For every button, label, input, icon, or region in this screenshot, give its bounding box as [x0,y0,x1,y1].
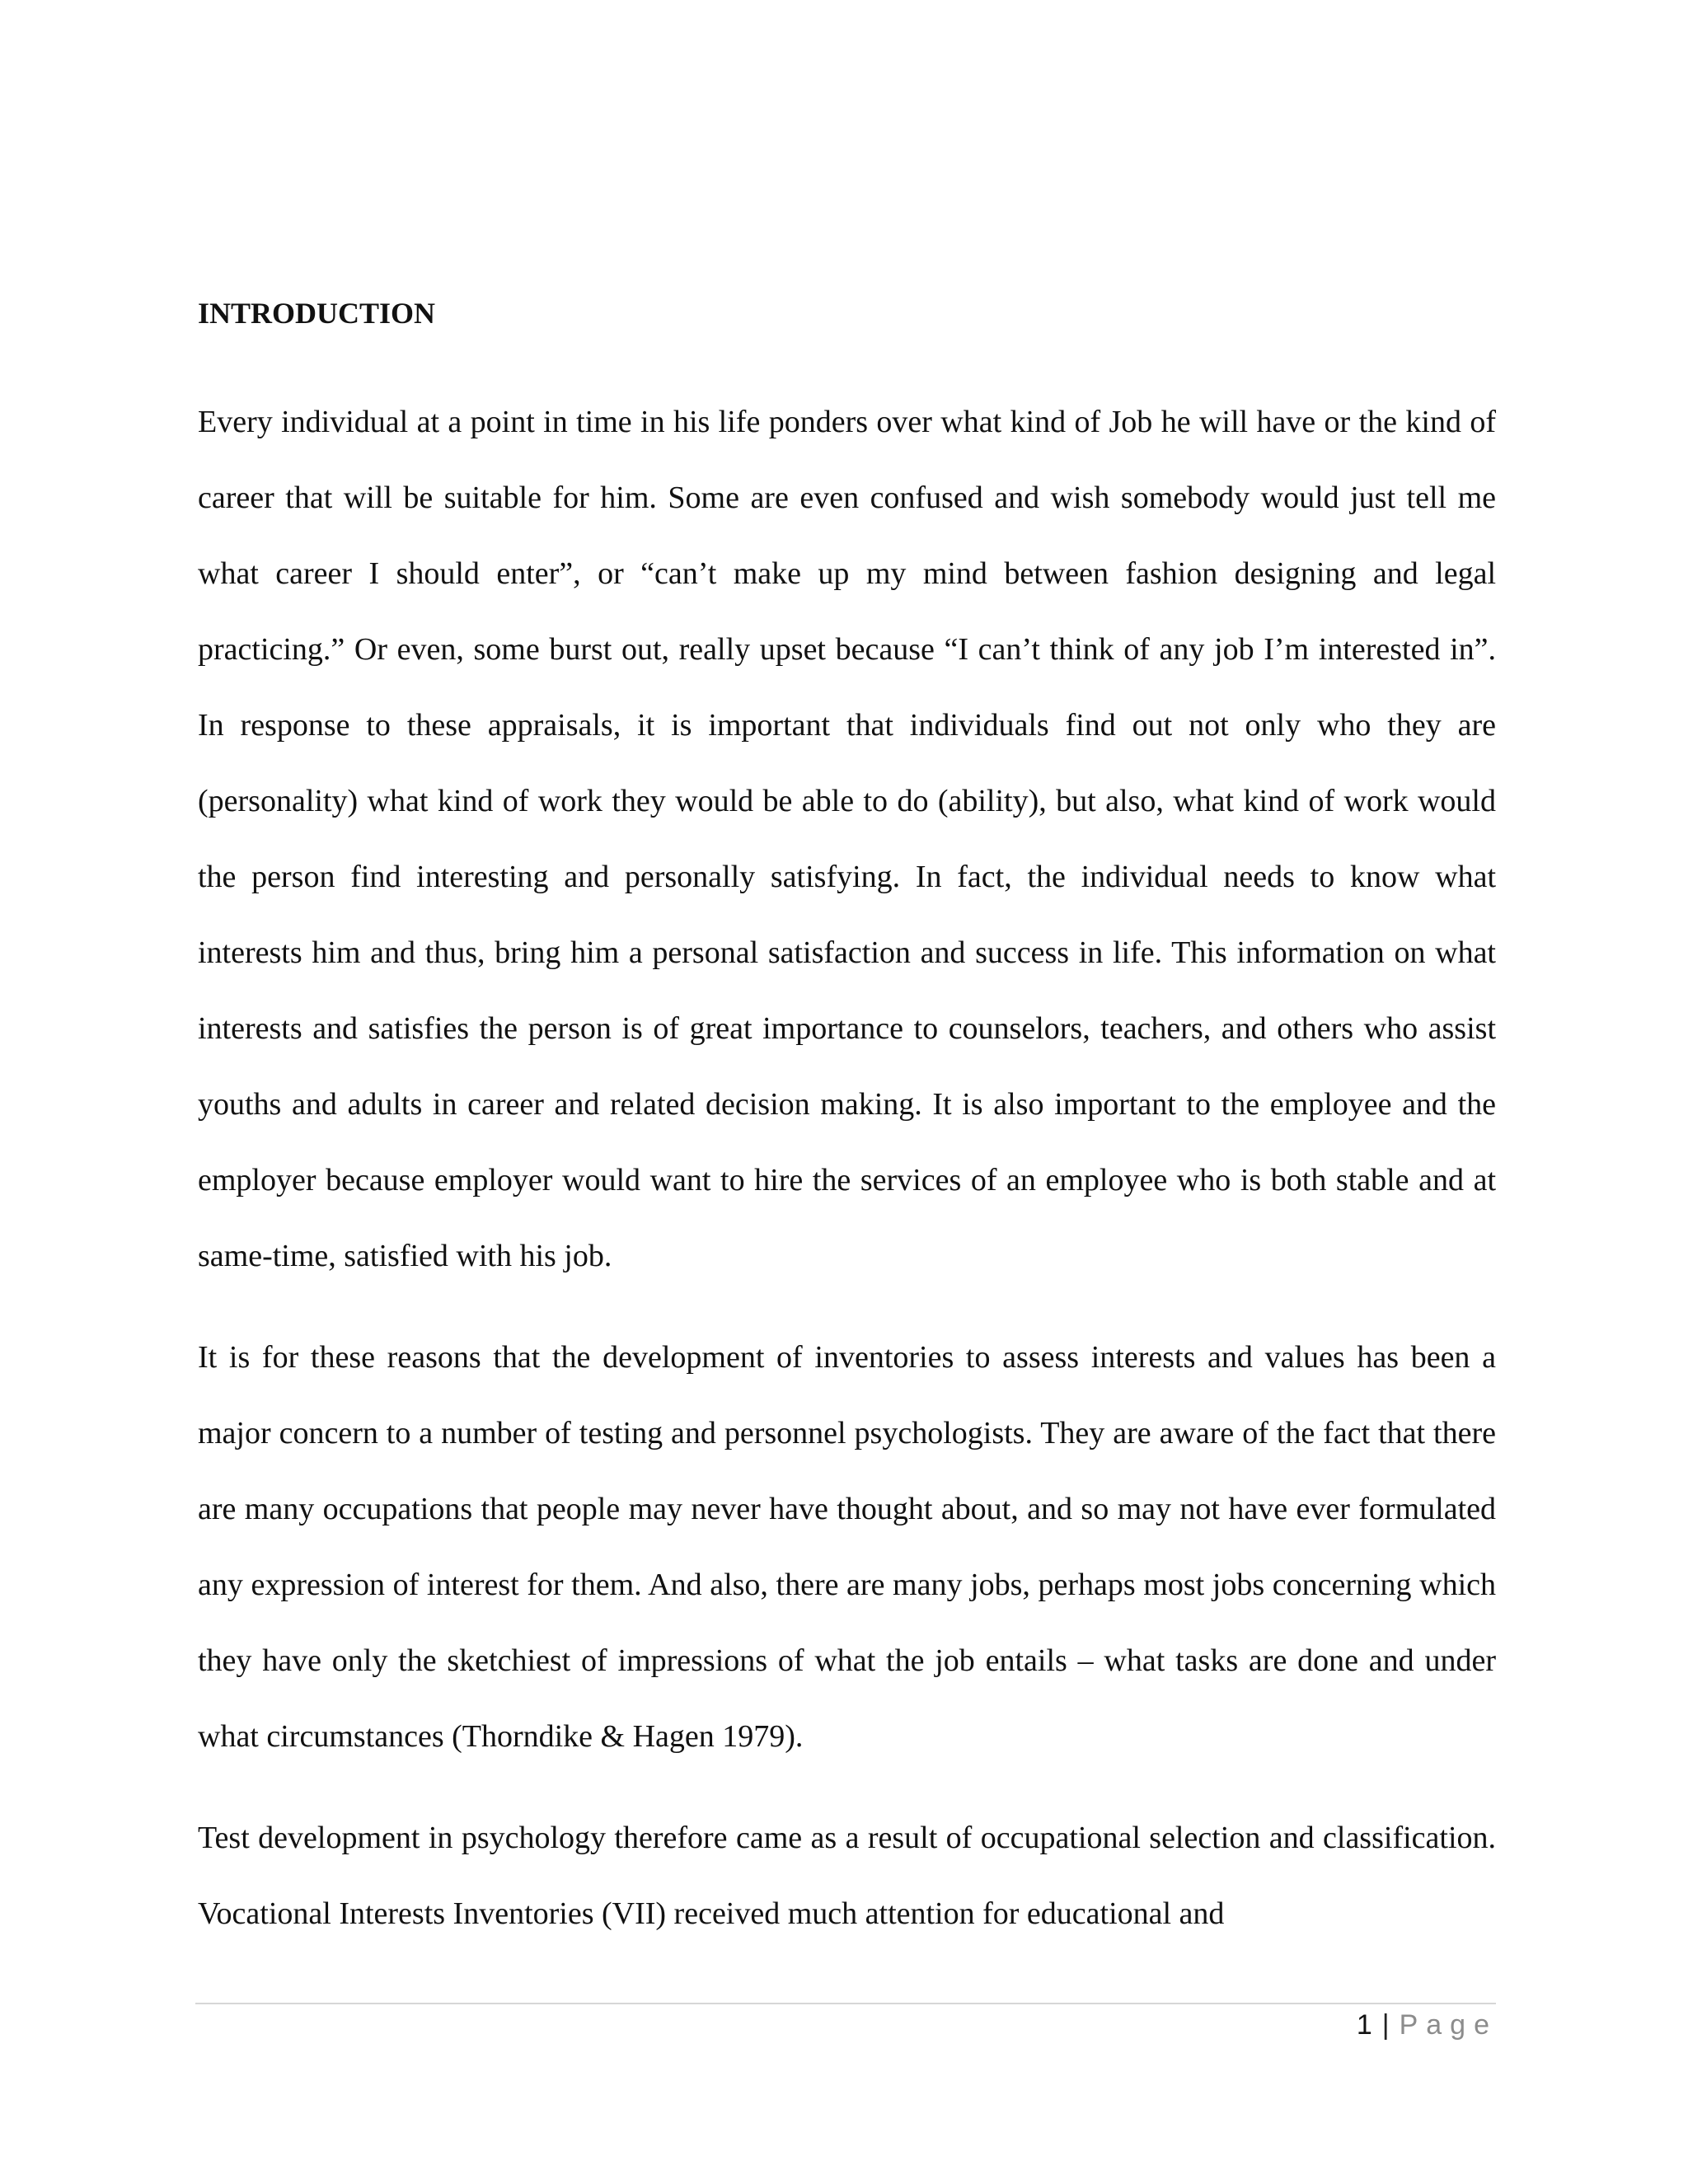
page-label: Page [1399,2009,1498,2041]
body-paragraph-2: It is for these reasons that the development of inventories to assess interests and values has been a major concern to a number of testing and personnel psychologists. They are aware of the fact that there are many occupations that people may never have thought about, and so may not have ever formulated any expression of interest for them. And also, there are many jobs, perhaps most jobs concerning which they have only the sketchiest of impressions of what the job entails – what tasks are done and under what circumstances (Thorndike & Hagen 1979). [198,1340,1496,1754]
page-footer [1357,2008,1498,2042]
document-content [198,298,1496,1952]
footer-separator: | [1381,2009,1390,2041]
body-paragraph-1: Every individual at a point in time in his life ponders over what kind of Job he will have or the kind of career that will be suitable for him. Some are even confused and wish somebody would just tell me what career I should enter”, or “can’t make up my mind between fashion designing and legal practicing.” Or even, some burst out, really upset because “I can’t think of any job I’m interested in”. In response to these appraisals, it is important that individuals find out not only who they are (personality) what kind of work they would be able to do (ability), but also, what kind of work would the person find interesting and personally satisfying. In fact, the individual needs to know what interests him and thus, bring him a personal satisfaction and success in life. This information on what interests and satisfies the person is of great importance to counselors, teachers, and others who assist youths and adults in career and related decision making. It is also important to the employee and the employer because employer would want to hire the services of an employee who is both stable and at same-time, satisfied with his job. [198,405,1496,1273]
footer-divider [195,2003,1496,2004]
body-paragraph-3: Test development in psychology therefore came as a result of occupational selection and classification. Vocational Interests Inventories (VII) received much attention for educational and [198,1821,1496,1931]
section-heading: INTRODUCTION [198,297,436,330]
page-number: 1 [1356,2009,1372,2041]
